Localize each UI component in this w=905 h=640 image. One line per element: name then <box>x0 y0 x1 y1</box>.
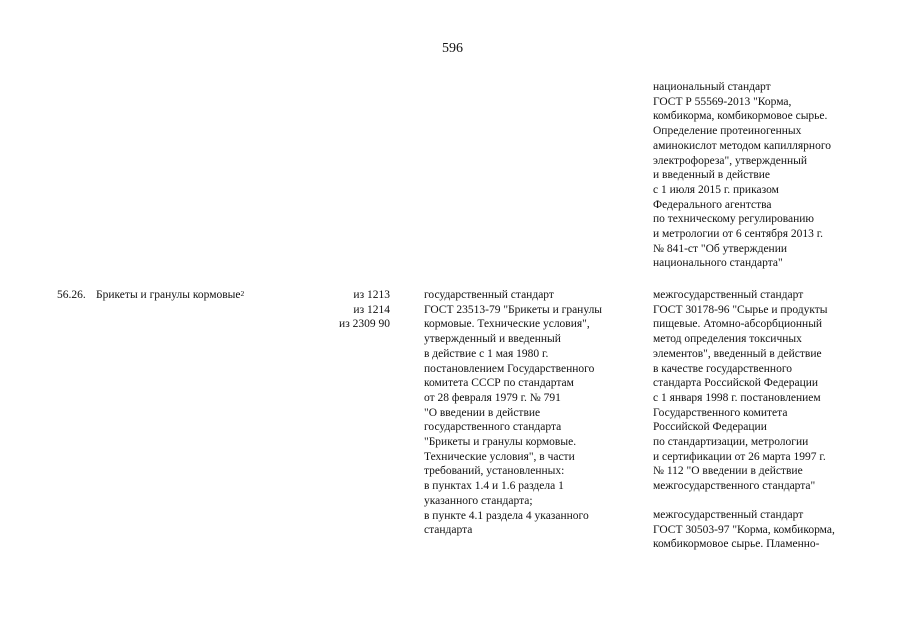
text-line: Государственного комитета <box>653 406 788 419</box>
product-name-text: Брикеты и гранулы кормовые <box>96 289 241 301</box>
text-line: в пунктах 1.4 и 1.6 раздела 1 <box>424 480 564 493</box>
text-line: с 1 января 1998 г. постановлением <box>653 391 821 404</box>
text-line: комбикорма, комбикормовое сырье. <box>653 110 828 123</box>
text-line: межгосударственного стандарта" <box>653 480 816 493</box>
text-line: от 28 февраля 1979 г. № 791 <box>424 391 561 404</box>
text-line: № 112 "О введении в действие <box>653 465 803 478</box>
text-line: в действие с 1 мая 1980 г. <box>424 347 549 360</box>
text-line: в пункте 4.1 раздела 4 указанного <box>424 509 589 522</box>
text-line: метод определения токсичных <box>653 333 802 346</box>
tn-ved-codes <box>330 288 390 332</box>
text-line: ГОСТ Р 55569-2013 "Корма, <box>653 95 792 108</box>
method-standard-text-1 <box>653 288 828 494</box>
text-line: требований, установленных: <box>424 465 565 478</box>
text-line: по техническому регулированию <box>653 213 815 226</box>
row-number: 56.26. <box>57 289 86 301</box>
method-standard-text-2 <box>653 508 835 552</box>
product-name <box>96 288 244 303</box>
text-line: в качестве государственного <box>653 362 792 375</box>
text-line: и метрологии от 6 сентября 2013 г. <box>653 228 824 241</box>
text-line: и сертификации от 26 марта 1997 г. <box>653 450 826 463</box>
text-line: Федерального агентства <box>653 198 772 211</box>
text-line: Технические условия", в части <box>424 450 575 463</box>
text-line: по стандартизации, метрологии <box>653 436 809 449</box>
code-line: из 1214 <box>353 303 390 316</box>
text-line: государственного стандарта <box>424 421 562 434</box>
text-line: утвержденный и введенный <box>424 333 561 346</box>
text-line: стандарта <box>424 524 473 537</box>
text-line: стандарта Российской Федерации <box>653 377 819 390</box>
footnote-marker: 2 <box>240 289 245 298</box>
text-line: национального стандарта" <box>653 257 783 270</box>
text-line: и введенный в действие <box>653 169 771 182</box>
text-line: межгосударственный стандарт <box>653 509 804 521</box>
text-line: комбикормовое сырье. Пламенно- <box>653 538 820 551</box>
text-line: государственный стандарт <box>424 289 554 301</box>
text-line: кормовые. Технические условия", <box>424 318 590 331</box>
text-line: "О введении в действие <box>424 406 541 419</box>
code-line: из 2309 90 <box>339 318 390 331</box>
text-line: элементов", введенный в действие <box>653 347 822 360</box>
continuation-method-text <box>653 80 831 271</box>
text-line: № 841-ст "Об утверждении <box>653 242 788 255</box>
standard-text <box>424 288 602 538</box>
text-line: Российской Федерации <box>653 421 767 434</box>
text-line: ГОСТ 23513-79 "Брикеты и гранулы <box>424 303 603 316</box>
text-line: электрофореза", утвержденный <box>653 154 808 167</box>
code-line: из 1213 <box>353 289 390 301</box>
text-line: Определение протеиногенных <box>653 125 802 138</box>
text-line: национальный стандарт <box>653 81 771 93</box>
text-line: постановлением Государственного <box>424 362 595 375</box>
text-line: ГОСТ 30178-96 "Сырье и продукты <box>653 303 828 316</box>
text-line: аминокислот методом капиллярного <box>653 139 832 152</box>
text-line: межгосударственный стандарт <box>653 289 804 301</box>
text-line: указанного стандарта; <box>424 494 533 507</box>
text-line: пищевые. Атомно-абсорбционный <box>653 318 823 331</box>
text-line: ГОСТ 30503-97 "Корма, комбикорма, <box>653 523 835 536</box>
page-number: 596 <box>442 41 463 56</box>
text-line: комитета СССР по стандартам <box>424 377 574 390</box>
text-line: "Брикеты и гранулы кормовые. <box>424 436 577 449</box>
text-line: с 1 июля 2015 г. приказом <box>653 183 779 196</box>
